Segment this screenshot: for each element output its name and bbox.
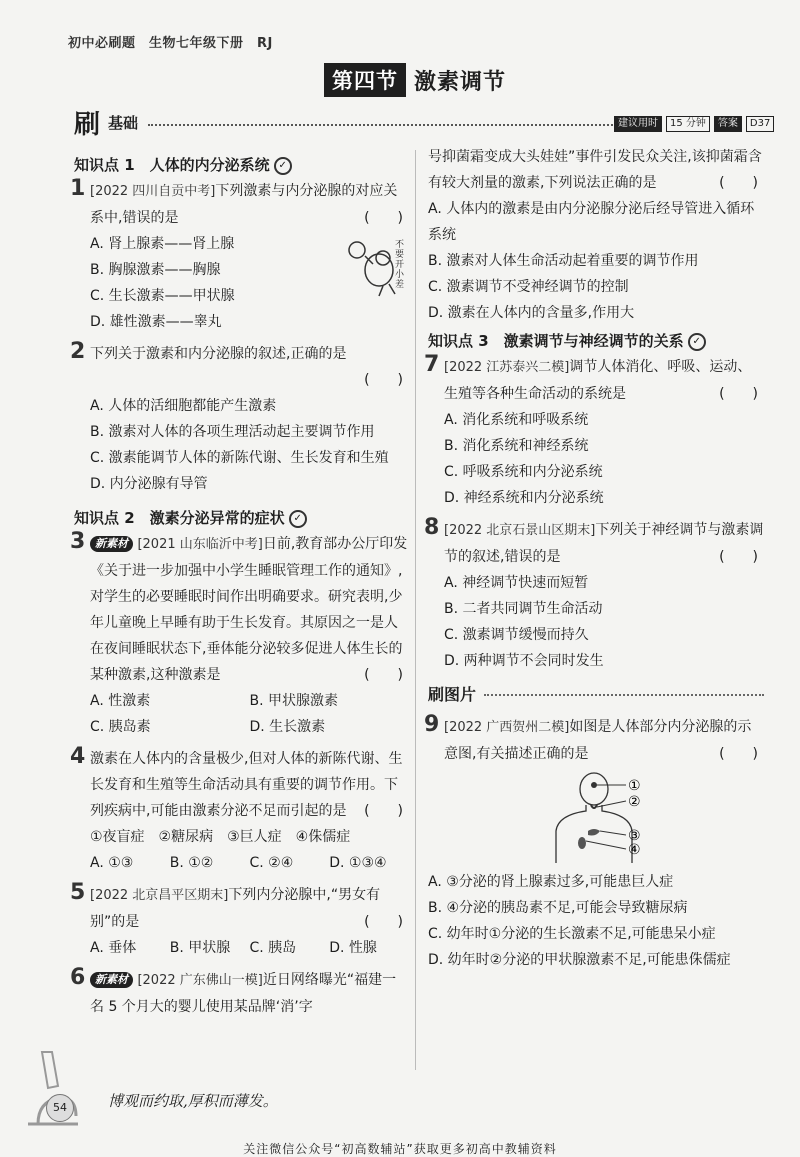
time-value: 15 分钟 [666,116,710,132]
answer-paren: ( ) [364,667,403,683]
question-1 [70,176,409,231]
question-6-continued [428,144,764,196]
question-text: 激素在人体内的含量极少,但对人体的新陈代谢、生长发育和生殖等生命活动具有重要的调节作用。下列疾病中,可能由激素分泌不足而引起的是 [90,751,403,819]
question-text: 日前,教育部办公厅印发《关于进一步加强中小学生睡眠管理工作的通知》,对学生的必要睡眠时间作出明确要求。研究表明,少年儿童晚上早睡有助于生长发育。其原因之一是人在夜间睡眠状态下,垂体能分泌较多促进人体生长的某种激素,这种激素是 [90,536,408,683]
option: A. 肾上腺素——肾上腺 [90,236,235,252]
answer-paren: ( ) [364,210,403,226]
option: A. 人体的活细胞都能产生激素 [90,398,277,414]
option: D. 内分泌腺有导管 [90,476,208,492]
cartoon-caption: 不要开小差 [395,240,405,290]
question-text-start: 近日网络曝光“福建一名 5 个月大的婴儿使用某品牌‘消’字 [90,972,397,1015]
knowledge-point-3: 知识点 3 激素调节与神经调节的关系 ✓ [428,328,764,354]
question-source: [2022 广西贺州二模] [444,720,570,735]
option: D. 雄性激素——睾丸 [90,314,222,330]
question-number: 6 [70,965,86,990]
new-material-badge: 新素材 [90,972,133,988]
book-header: 初中必刷题 生物七年级下册 RJ [68,36,273,51]
option: A. ①③ [90,855,134,871]
option: B. 激素对人体生命活动起着重要的调节作用 [428,253,699,269]
question-number: 7 [424,352,440,377]
option: D. ①③④ [329,855,387,871]
fig-label: ③ [628,828,641,844]
question-9 [424,712,764,767]
option: D. 幼年时②分泌的甲状腺激素不足,可能患侏儒症 [428,952,731,968]
option: B. 消化系统和神经系统 [444,438,589,454]
question-number: 8 [424,515,440,540]
question-number: 1 [70,176,86,201]
question-6 [70,965,409,1020]
option: A. 神经调节快速而短暂 [444,575,589,591]
option: A. 垂体 [90,940,137,956]
answer-paren: ( ) [719,549,758,565]
question-source: [2022 北京昌平区期末] [90,888,229,903]
question-text: 下列关于激素和内分泌腺的叙述,正确的是 [90,346,347,362]
fig-label: ② [628,794,641,810]
option: C. 呼吸系统和内分泌系统 [444,464,603,480]
check-icon: ✓ [289,510,307,528]
question-text: 下列激素与内分泌腺的对应关系中,错误的是 [90,183,398,226]
question-number: 2 [70,339,86,364]
question-2 [70,339,409,393]
check-icon: ✓ [274,157,292,175]
question-text: 调节人体消化、呼吸、运动、生殖等各种生命活动的系统是 [444,359,752,402]
knowledge-point-1: 知识点 1 人体的内分泌系统 ✓ [74,152,409,178]
answer-paren: ( ) [719,175,758,191]
question-3 [70,529,409,688]
options-grid [74,850,409,876]
option: A. 人体内的激素是由内分泌腺分泌后经导管进入循环系统 [428,201,755,243]
question-number: 3 [70,529,86,554]
question-8 [424,515,764,570]
question-text: 如图是人体部分内分泌腺的示意图,有关描述正确的是 [444,719,752,762]
time-box [614,116,774,132]
question-5 [70,880,409,935]
option: C. 生长激素——甲状腺 [90,288,235,304]
question-source: [2022 广东佛山一模] [137,973,263,988]
footer-notice: 关注微信公众号“初高数辅站”获取更多初高中教辅资料 [243,1142,557,1156]
check-icon: ✓ [688,333,706,351]
option: B. 甲状腺 [169,940,231,956]
section-title [324,62,506,98]
options-grid [74,935,409,961]
option: C. 激素能调节人体的新陈代谢、生长发育和生殖 [90,450,389,466]
fig-label: ④ [628,842,641,858]
question-number: 5 [70,880,86,905]
option: B. 甲状腺激素 [249,693,339,709]
page-number: 54 [46,1094,74,1122]
option: B. 胸腺激素——胸腺 [90,262,221,278]
new-material-badge: 新素材 [90,536,133,552]
question-4 [70,744,409,824]
answer-paren: ( ) [364,914,403,930]
options-grid [74,688,409,740]
right-column [424,144,764,973]
body-diagram [428,771,764,863]
picture-section-header: 刷图片 [428,682,764,708]
option: A. 消化系统和呼吸系统 [444,412,589,428]
option: A. ③分泌的肾上腺素过多,可能患巨人症 [428,874,674,890]
answer-paren: ( ) [719,386,758,402]
option: C. ②④ [249,855,294,871]
answer-label: 答案 [714,116,742,132]
left-column [70,150,409,1020]
column-divider [415,150,416,1070]
fig-label: ① [628,778,641,794]
answer-paren: ( ) [364,803,403,819]
option: A. 性激素 [90,693,151,709]
question-source: [2022 四川自贡中考] [90,184,216,199]
option: C. 胰岛素 [90,719,151,735]
section-name: 激素调节 [414,69,507,95]
option: D. 激素在人体内的含量多,作用大 [428,305,635,321]
answer-page: D37 [746,116,774,132]
question-source: [2022 江苏泰兴二模] [444,360,570,375]
answer-paren: ( ) [719,746,758,762]
option: D. 生长激素 [249,719,326,735]
knowledge-point-2: 知识点 2 激素分泌异常的症状 ✓ [74,505,409,531]
option: C. 胰岛 [249,940,297,956]
disease-list: ①夜盲症 ②糖尿病 ③巨人症 ④侏儒症 [90,829,351,845]
header-dotted-line [484,694,764,696]
motto: 博观而约取,厚积而薄发。 [108,1092,278,1110]
option: B. 二者共同调节生命活动 [444,601,603,617]
section-number: 第四节 [324,63,406,97]
question-text: 下列内分泌腺中,“男女有别”的是 [90,887,381,930]
brush-sub: 基础 [108,114,139,132]
option: B. ①② [169,855,214,871]
option: B. 激素对人体的各项生理活动起主要调节作用 [90,424,375,440]
option: D. 两种调节不会同时发生 [444,653,604,669]
time-label: 建议用时 [614,116,662,132]
option: D. 神经系统和内分泌系统 [444,490,604,506]
question-number: 4 [70,744,86,769]
endocrine-figure [428,771,764,863]
question-text-cont: 号抑菌霜变成大头娃娃”事件引发民众关注,该抑菌霜含有较大剂量的激素,下列说法正确的是 [428,149,762,191]
question-text: 下列关于神经调节与激素调节的叙述,错误的是 [444,522,764,565]
option: C. 幼年时①分泌的生长激素不足,可能患呆小症 [428,926,716,942]
question-source: [2021 山东临沂中考] [137,537,263,552]
brush-mark: 刷 [74,110,101,140]
option: C. 激素调节不受神经调节的控制 [428,279,629,295]
option: B. ④分泌的胰岛素不足,可能会导致糖尿病 [428,900,688,916]
question-number: 9 [424,712,440,737]
question-source: [2022 北京石景山区期末] [444,523,596,538]
question-7 [424,352,764,407]
option: D. 性腺 [329,940,377,956]
answer-paren: ( ) [364,372,403,388]
header-rule [148,124,613,126]
option: C. 激素调节缓慢而持久 [444,627,589,643]
